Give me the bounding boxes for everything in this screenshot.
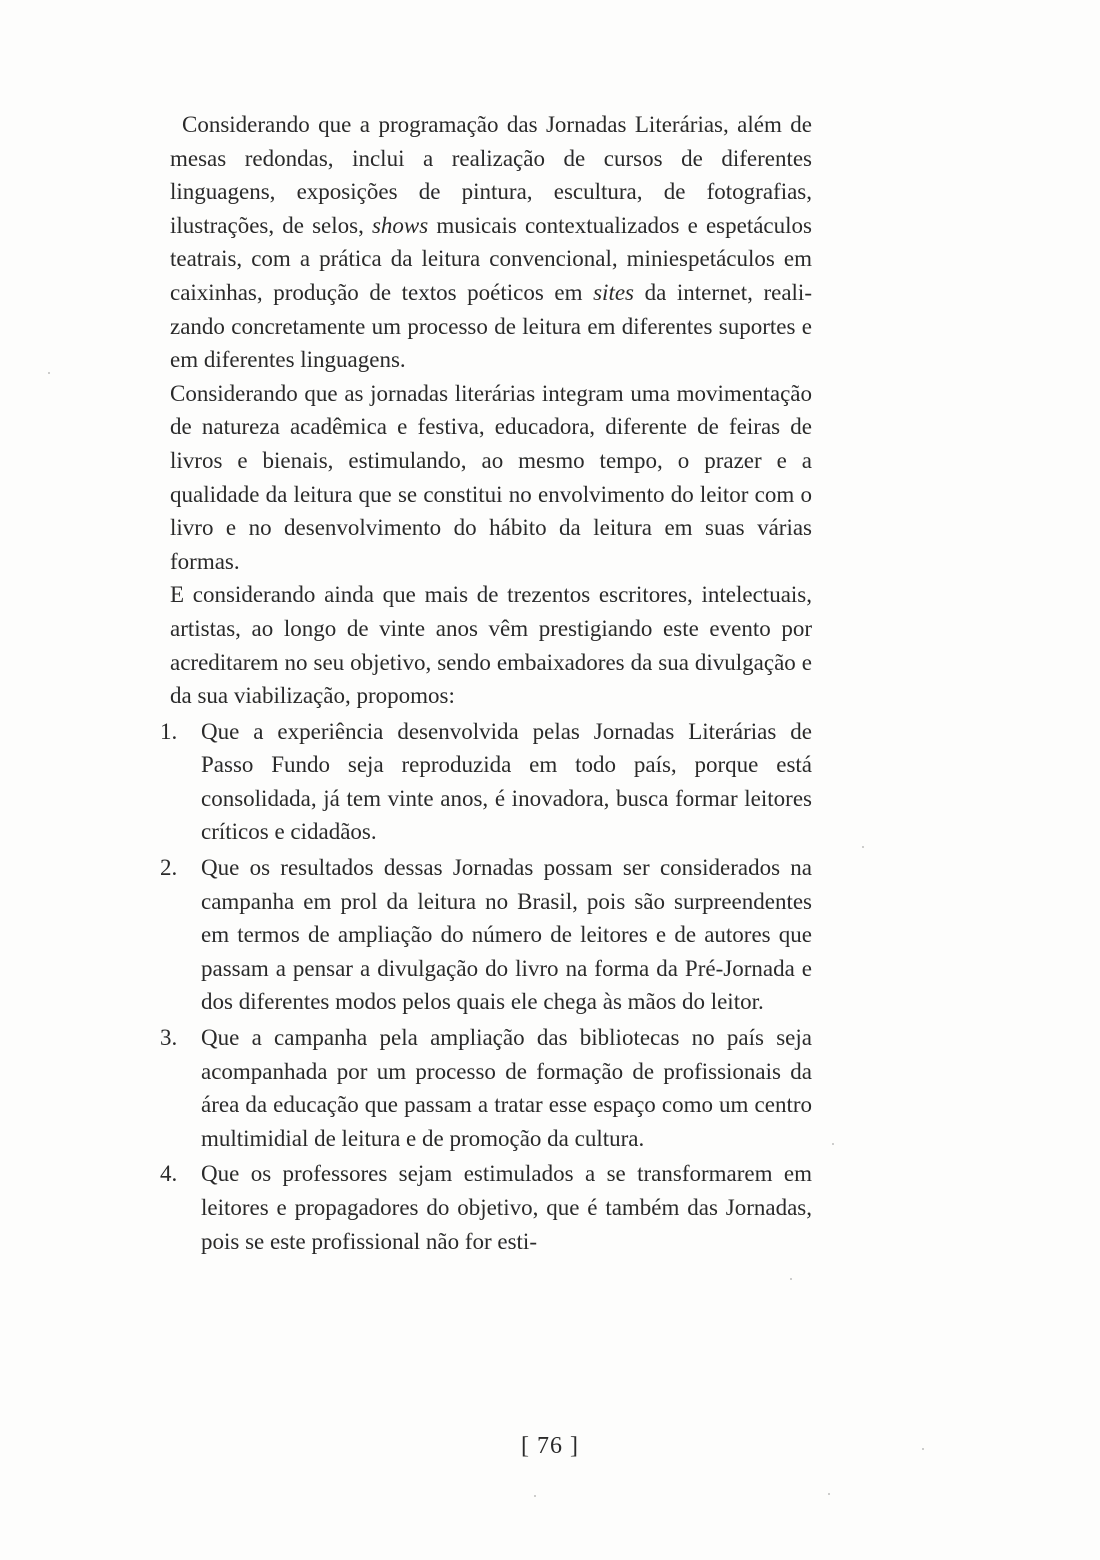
paragraph-jornadas-literarias: Considerando que as jornadas literárias integram uma movimentação de natureza acadêmica e festiva, educadora, diferente de feiras de livros e bienais, estimulando, ao mesmo tempo, o prazer e a qualidade da leitura que se constitui no envolvimento do leitor com o livro e no desenvolvimento do hábito da leitura em suas várias formas. bbox=[170, 380, 812, 574]
scan-speck bbox=[48, 372, 50, 374]
scan-speck bbox=[862, 846, 864, 848]
italic-term: sites bbox=[593, 279, 634, 305]
scan-speck bbox=[922, 1448, 924, 1450]
list-item bbox=[160, 851, 812, 1019]
proposals-list bbox=[160, 715, 812, 1259]
scan-speck bbox=[832, 1143, 834, 1145]
list-item-text: Que os professores sejam estimulados a se transformarem em leitores e propagadores do objetivo, que é também das Jornadas, pois se este profissional não for esti- bbox=[201, 1161, 812, 1254]
paragraph-programacao: Considerando que a programação das Jornadas Literárias, além de mesas redondas, inclui a realização de cursos de diferentes linguagens, exposições de pintura, escultura, de fotografias, ilustrações, de selos, shows musicais contextualizados e espetáculos teatrais, com a prática da leitura convencional, miniespetáculos em caixinhas, produção de textos poéticos em sites da internet, realizando concretamente um processo de leitura em diferentes suportes e em diferentes linguagens. bbox=[170, 112, 812, 373]
scan-speck bbox=[828, 1493, 830, 1495]
page-number: [ 76 ] bbox=[521, 1433, 579, 1459]
list-item-number: 1. bbox=[160, 718, 178, 744]
list-item-number: 3. bbox=[160, 1025, 178, 1051]
body-text bbox=[160, 108, 812, 1260]
paragraph-escritores: E considerando ainda que mais de trezentos escritores, intelectuais, artistas, ao longo de vinte anos vêm prestigiando este evento por acreditarem no seu objetivo, sendo embaixadores da sua divulgação e da sua viabilização, propomos: bbox=[170, 582, 812, 709]
list-item bbox=[160, 715, 812, 849]
list-item-number: 2. bbox=[160, 855, 178, 881]
list-item-text: Que a campanha pela ampliação das bibliotecas no país seja acompanhada por um processo de formação de profissionais da área da educação que passam a tratar esse espaço como um centro multimidial de leitura e de promoção da cultura. bbox=[201, 1025, 812, 1151]
scan-speck bbox=[534, 1495, 536, 1497]
list-item-text: Que a experiência desenvolvida pelas Jornadas Literárias de Passo Fundo seja reproduzida em todo país, porque está consolidada, já tem vinte anos, é inovadora, busca formar leitores críticos e cidadãos. bbox=[201, 718, 812, 845]
list-item-number: 4. bbox=[160, 1161, 178, 1187]
list-item-text: Que os resultados dessas Jornadas possam ser considerados na campanha em prol da leitura no Brasil, pois são surpreendentes em termos de ampliação do número de leitores e de autores que passam a pensar a divulgação do livro na forma da Pré-Jornada e dos diferentes modos pelos quais ele chega às mãos do leitor. bbox=[201, 855, 812, 1015]
list-item bbox=[160, 1157, 812, 1258]
list-item bbox=[160, 1021, 812, 1155]
scan-speck bbox=[790, 1278, 792, 1280]
italic-term: shows bbox=[371, 212, 429, 238]
